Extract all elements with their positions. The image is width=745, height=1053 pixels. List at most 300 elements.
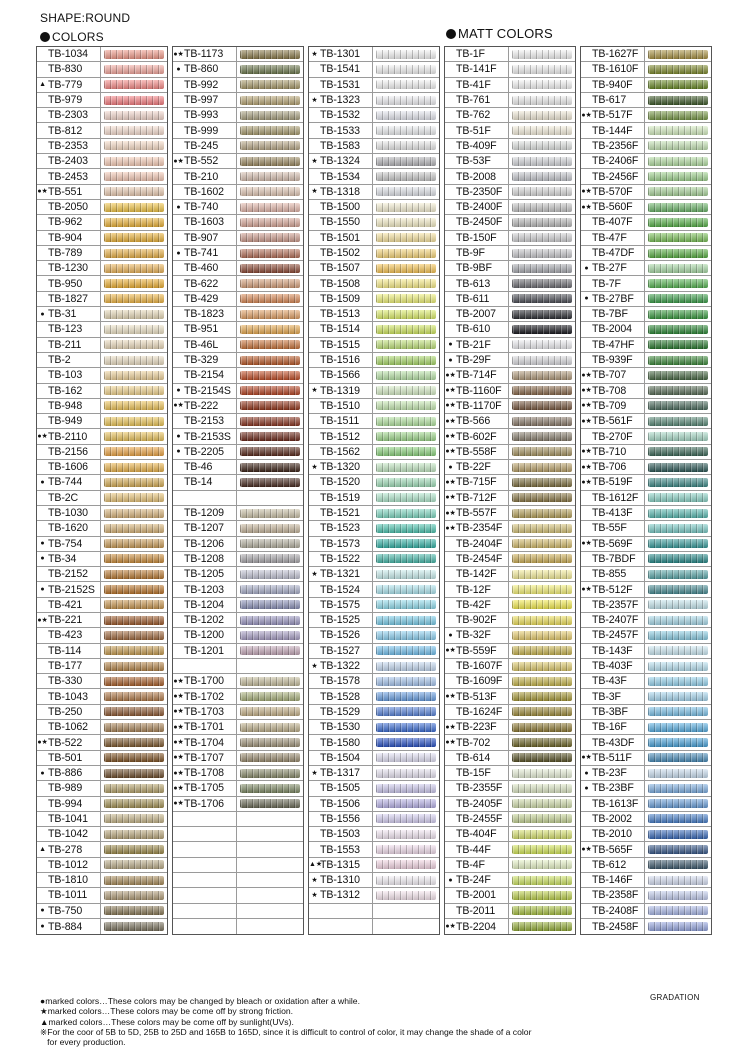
swatch-cell <box>373 93 439 107</box>
swatch-cell <box>101 781 167 795</box>
bead-code: TB-754 <box>48 537 83 550</box>
bead-code: TB-1520 <box>320 476 360 489</box>
bead-code: TB-884 <box>48 920 83 933</box>
bead-code: TB-23BF <box>592 782 634 795</box>
swatch-cell <box>373 475 439 489</box>
color-row <box>445 93 575 108</box>
bead-code: TB-1700 <box>184 675 224 688</box>
swatch-cell <box>509 246 575 260</box>
code-cell <box>173 154 237 168</box>
color-row <box>37 644 167 659</box>
bead-swatch <box>512 570 572 579</box>
bead-code: TB-1318 <box>320 185 360 198</box>
bead-code: TB-707 <box>592 369 627 382</box>
swatch-cell <box>237 842 303 856</box>
code-cell <box>37 123 101 137</box>
bead-code: TB-602F <box>456 430 497 443</box>
swatch-cell <box>645 689 711 703</box>
bead-swatch <box>376 401 436 410</box>
bead-swatch <box>104 891 164 900</box>
code-cell <box>37 888 101 902</box>
bead-swatch <box>240 769 300 778</box>
bead-code: TB-1525 <box>320 614 360 627</box>
color-row <box>445 689 575 704</box>
swatch-cell <box>373 537 439 551</box>
bead-code: TB-1502 <box>320 247 360 259</box>
swatch-cell <box>237 598 303 612</box>
color-row <box>445 246 575 261</box>
bead-swatch <box>240 401 300 410</box>
color-row <box>309 766 439 781</box>
swatch-cell <box>509 644 575 658</box>
swatch-cell <box>509 858 575 872</box>
care-mark: ●★ <box>581 203 592 211</box>
swatch-cell <box>373 169 439 183</box>
bead-swatch <box>104 631 164 640</box>
bead-swatch <box>512 493 572 502</box>
code-cell <box>309 261 373 275</box>
color-row <box>37 582 167 597</box>
bead-code: TB-2456F <box>592 170 639 183</box>
bead-code: TB-421 <box>48 598 83 611</box>
swatch-cell <box>645 506 711 520</box>
bead-swatch <box>104 478 164 487</box>
bead-code: TB-1531 <box>320 78 360 91</box>
bead-swatch <box>240 111 300 120</box>
bead-code: TB-789 <box>48 247 83 259</box>
bead-code: TB-511F <box>592 751 632 764</box>
color-row <box>37 674 167 689</box>
bead-code: TB-2 <box>48 354 71 367</box>
bead-code: TB-950 <box>48 277 83 290</box>
bead-code: TB-1320 <box>320 461 360 474</box>
bead-swatch <box>104 554 164 563</box>
bead-code: TB-1573 <box>320 537 360 550</box>
color-row <box>309 552 439 567</box>
bead-swatch <box>648 554 708 563</box>
color-row <box>37 384 167 399</box>
color-row <box>173 613 303 628</box>
swatch-cell <box>509 904 575 918</box>
color-row <box>173 781 303 796</box>
color-row <box>445 751 575 766</box>
bead-code: TB-7BDF <box>592 552 636 565</box>
bead-swatch <box>376 187 436 196</box>
bead-swatch <box>376 646 436 655</box>
bead-code: TB-1173 <box>184 48 224 61</box>
bead-swatch <box>512 539 572 548</box>
care-mark: ★ <box>311 463 318 471</box>
bead-code: TB-522 <box>48 736 83 749</box>
swatch-cell <box>373 261 439 275</box>
swatch-cell <box>373 78 439 92</box>
color-row <box>37 231 167 246</box>
code-cell <box>309 919 373 934</box>
code-cell <box>173 384 237 398</box>
swatch-cell <box>645 414 711 428</box>
swatch-cell <box>101 475 167 489</box>
bead-code: TB-1515 <box>320 338 360 351</box>
code-cell <box>581 139 645 153</box>
code-cell <box>445 353 509 367</box>
bead-swatch <box>376 141 436 150</box>
swatch-cell <box>509 276 575 290</box>
color-row <box>445 261 575 276</box>
bead-swatch <box>512 891 572 900</box>
swatch-cell <box>373 246 439 260</box>
bead-code: TB-1701 <box>184 721 224 734</box>
bead-swatch <box>512 111 572 120</box>
swatch-cell <box>101 338 167 352</box>
bead-swatch <box>240 463 300 472</box>
color-row <box>173 705 303 720</box>
swatch-cell <box>101 659 167 673</box>
color-row <box>309 154 439 169</box>
code-cell <box>445 200 509 214</box>
care-mark: ● <box>40 555 45 563</box>
swatch-cell <box>101 261 167 275</box>
color-row <box>581 353 711 368</box>
bead-swatch <box>512 922 572 931</box>
swatch-cell <box>509 62 575 76</box>
swatch-cell <box>645 598 711 612</box>
code-cell <box>173 108 237 122</box>
color-row <box>37 460 167 475</box>
bead-swatch <box>648 570 708 579</box>
code-cell <box>37 842 101 856</box>
bead-code: TB-1319 <box>320 384 360 397</box>
code-cell <box>309 307 373 321</box>
care-mark: ●★ <box>581 371 592 379</box>
color-row <box>581 276 711 291</box>
care-mark: ★ <box>311 157 318 165</box>
bead-swatch <box>376 753 436 762</box>
bead-code: TB-1533 <box>320 124 360 137</box>
swatch-cell <box>509 674 575 688</box>
code-cell <box>173 185 237 199</box>
bead-swatch <box>648 600 708 609</box>
bead-code: TB-860 <box>184 63 219 76</box>
code-cell <box>173 797 237 811</box>
code-cell <box>445 62 509 76</box>
code-cell <box>37 246 101 260</box>
bead-swatch <box>512 50 572 59</box>
care-mark: ● <box>176 387 181 395</box>
bead-swatch <box>648 386 708 395</box>
swatch-cell <box>101 93 167 107</box>
swatch-cell <box>101 812 167 826</box>
swatch-cell <box>509 414 575 428</box>
bead-swatch <box>512 738 572 747</box>
bead-swatch <box>240 692 300 701</box>
code-cell <box>445 567 509 581</box>
bead-swatch <box>648 616 708 625</box>
bead-swatch <box>648 218 708 227</box>
swatch-cell <box>509 919 575 934</box>
bead-code: TB-43F <box>592 675 627 688</box>
bead-swatch <box>512 524 572 533</box>
bead-code: TB-31 <box>48 308 77 321</box>
color-row <box>581 231 711 246</box>
care-mark: ●★ <box>173 739 184 746</box>
bead-code: TB-979 <box>48 94 83 107</box>
bead-code: TB-992 <box>184 78 219 91</box>
bead-swatch <box>104 509 164 518</box>
color-row <box>173 215 303 230</box>
bead-code: TB-2008 <box>456 170 496 183</box>
swatch-cell <box>237 689 303 703</box>
color-row <box>581 307 711 322</box>
color-row <box>37 261 167 276</box>
code-cell <box>581 322 645 336</box>
bead-code: TB-940F <box>592 78 633 91</box>
code-cell <box>445 246 509 260</box>
bead-code: TB-614 <box>456 751 491 764</box>
code-cell <box>445 154 509 168</box>
swatch-cell <box>101 919 167 934</box>
code-cell <box>445 78 509 92</box>
bead-swatch <box>648 707 708 716</box>
bead-swatch <box>376 310 436 319</box>
swatch-cell <box>373 720 439 734</box>
swatch-cell <box>373 781 439 795</box>
bead-code: TB-2454F <box>456 552 503 565</box>
code-cell <box>309 460 373 474</box>
bead-swatch <box>648 753 708 762</box>
bead-swatch <box>376 50 436 59</box>
bead-code: TB-557F <box>456 507 497 520</box>
care-mark: ●★ <box>581 754 592 762</box>
swatch-cell <box>373 154 439 168</box>
code-cell <box>445 506 509 520</box>
code-cell <box>581 766 645 780</box>
code-cell <box>173 582 237 596</box>
code-cell <box>173 231 237 245</box>
color-row <box>309 888 439 903</box>
code-cell <box>581 858 645 872</box>
code-cell <box>309 674 373 688</box>
color-row <box>581 78 711 93</box>
color-row <box>309 231 439 246</box>
bead-swatch <box>648 340 708 349</box>
code-cell <box>37 567 101 581</box>
swatch-cell <box>645 475 711 489</box>
care-mark: ●★ <box>581 540 592 548</box>
code-cell <box>173 322 237 336</box>
bead-swatch <box>104 463 164 472</box>
bead-code: TB-551 <box>48 185 83 198</box>
code-cell <box>37 307 101 321</box>
care-mark: ●★ <box>37 188 48 196</box>
bead-code: TB-403F <box>592 660 633 673</box>
bead-code: TB-9BF <box>456 262 492 275</box>
color-row <box>173 475 303 490</box>
bead-swatch <box>376 662 436 671</box>
bead-code: TB-1170F <box>456 399 502 412</box>
swatch-cell <box>645 705 711 719</box>
bead-swatch <box>648 463 708 472</box>
bead-swatch <box>512 432 572 441</box>
bead-code: TB-2154S <box>184 384 231 397</box>
swatch-cell <box>237 460 303 474</box>
code-cell <box>309 368 373 382</box>
bead-code: TB-47F <box>592 231 627 244</box>
bead-code: TB-1042 <box>48 828 88 841</box>
swatch-cell <box>509 873 575 887</box>
care-mark: ●★ <box>581 478 592 486</box>
color-row <box>37 567 167 582</box>
bead-code: TB-1506 <box>320 797 360 810</box>
color-row <box>309 705 439 720</box>
bead-code: TB-1627F <box>592 48 639 61</box>
bead-swatch <box>512 340 572 349</box>
swatch-cell <box>237 812 303 826</box>
care-mark: ● <box>40 540 45 548</box>
footnotes <box>40 996 531 1047</box>
bead-code: TB-103 <box>48 369 83 382</box>
code-cell <box>581 78 645 92</box>
bead-code: TB-4F <box>456 858 485 871</box>
swatch-cell <box>101 200 167 214</box>
bead-code: TB-744 <box>48 476 83 489</box>
bead-code: TB-146F <box>592 874 633 887</box>
code-cell <box>173 598 237 612</box>
color-row <box>309 613 439 628</box>
bead-code: TB-2357F <box>592 598 639 611</box>
color-row <box>309 567 439 582</box>
bead-code: TB-762 <box>456 109 491 122</box>
bead-code: TB-1208 <box>184 552 224 565</box>
color-row <box>309 521 439 536</box>
swatch-cell <box>237 475 303 489</box>
code-cell <box>581 215 645 229</box>
bead-swatch <box>512 799 572 808</box>
color-row <box>581 185 711 200</box>
care-mark: ● <box>176 433 181 441</box>
care-mark: ★ <box>311 662 318 670</box>
bead-code: TB-1043 <box>48 690 88 703</box>
swatch-cell <box>645 904 711 918</box>
care-mark: ● <box>448 341 453 349</box>
color-row <box>445 368 575 383</box>
code-cell <box>445 231 509 245</box>
color-row <box>581 659 711 674</box>
code-cell <box>445 399 509 413</box>
color-row <box>309 751 439 766</box>
swatch-cell <box>237 185 303 199</box>
code-cell <box>309 93 373 107</box>
color-row <box>173 521 303 536</box>
color-row <box>581 613 711 628</box>
bead-swatch <box>240 50 300 59</box>
code-cell <box>37 215 101 229</box>
swatch-cell <box>101 47 167 61</box>
bead-code: TB-1301 <box>320 48 360 61</box>
care-mark: ●★ <box>445 693 456 701</box>
bead-swatch <box>512 264 572 273</box>
bead-swatch <box>104 371 164 380</box>
color-row <box>445 781 575 796</box>
care-mark: ● <box>176 65 181 73</box>
color-row <box>309 904 439 919</box>
bead-swatch <box>648 233 708 242</box>
code-cell <box>309 276 373 290</box>
bead-swatch <box>240 80 300 89</box>
swatch-cell <box>101 552 167 566</box>
swatch-cell <box>509 781 575 795</box>
code-cell <box>173 537 237 551</box>
swatch-cell <box>373 108 439 122</box>
bead-code: TB-2408F <box>592 904 639 917</box>
color-row <box>445 858 575 873</box>
code-cell <box>37 185 101 199</box>
care-mark: ●★ <box>173 708 184 716</box>
swatch-cell <box>645 62 711 76</box>
bead-swatch <box>104 539 164 548</box>
color-row <box>309 322 439 337</box>
care-mark: ● <box>40 923 45 931</box>
code-cell <box>37 521 101 535</box>
bead-swatch <box>240 417 300 426</box>
code-cell <box>173 842 237 856</box>
swatch-cell <box>645 659 711 673</box>
code-cell <box>309 292 373 306</box>
code-cell <box>581 873 645 887</box>
care-mark: ●★ <box>581 463 592 471</box>
code-cell <box>445 475 509 489</box>
bead-code: TB-1011 <box>48 889 88 902</box>
color-row <box>37 521 167 536</box>
care-mark: ●★ <box>173 800 184 808</box>
code-cell <box>309 246 373 260</box>
swatch-cell <box>101 644 167 658</box>
bead-code: TB-1703 <box>184 705 224 718</box>
bead-code: TB-1160F <box>456 384 502 397</box>
bead-swatch <box>240 187 300 196</box>
bead-swatch <box>512 585 572 594</box>
bead-code: TB-993 <box>184 109 219 122</box>
swatch-cell <box>645 919 711 934</box>
color-row <box>309 537 439 552</box>
code-cell <box>445 139 509 153</box>
code-cell <box>581 888 645 902</box>
color-row <box>37 735 167 750</box>
bead-code: TB-7F <box>592 277 621 290</box>
bead-code: TB-142F <box>456 568 497 581</box>
bead-swatch <box>240 554 300 563</box>
color-row <box>173 460 303 475</box>
bead-swatch <box>240 585 300 594</box>
bead-code: TB-1823 <box>184 308 224 321</box>
bead-code: TB-1030 <box>48 507 88 520</box>
code-cell <box>445 460 509 474</box>
color-row <box>37 842 167 857</box>
swatch-cell <box>645 368 711 382</box>
color-row <box>445 628 575 643</box>
swatch-cell <box>373 904 439 918</box>
bead-code: TB-1202 <box>184 614 224 627</box>
color-row <box>37 491 167 506</box>
bead-code: TB-994 <box>48 797 83 810</box>
bead-code: TB-1521 <box>320 507 360 520</box>
color-row <box>37 276 167 291</box>
code-cell <box>581 185 645 199</box>
code-cell <box>173 491 237 505</box>
bead-swatch <box>512 677 572 686</box>
bead-swatch <box>240 310 300 319</box>
bead-code: TB-714F <box>456 369 497 382</box>
bead-swatch <box>240 126 300 135</box>
